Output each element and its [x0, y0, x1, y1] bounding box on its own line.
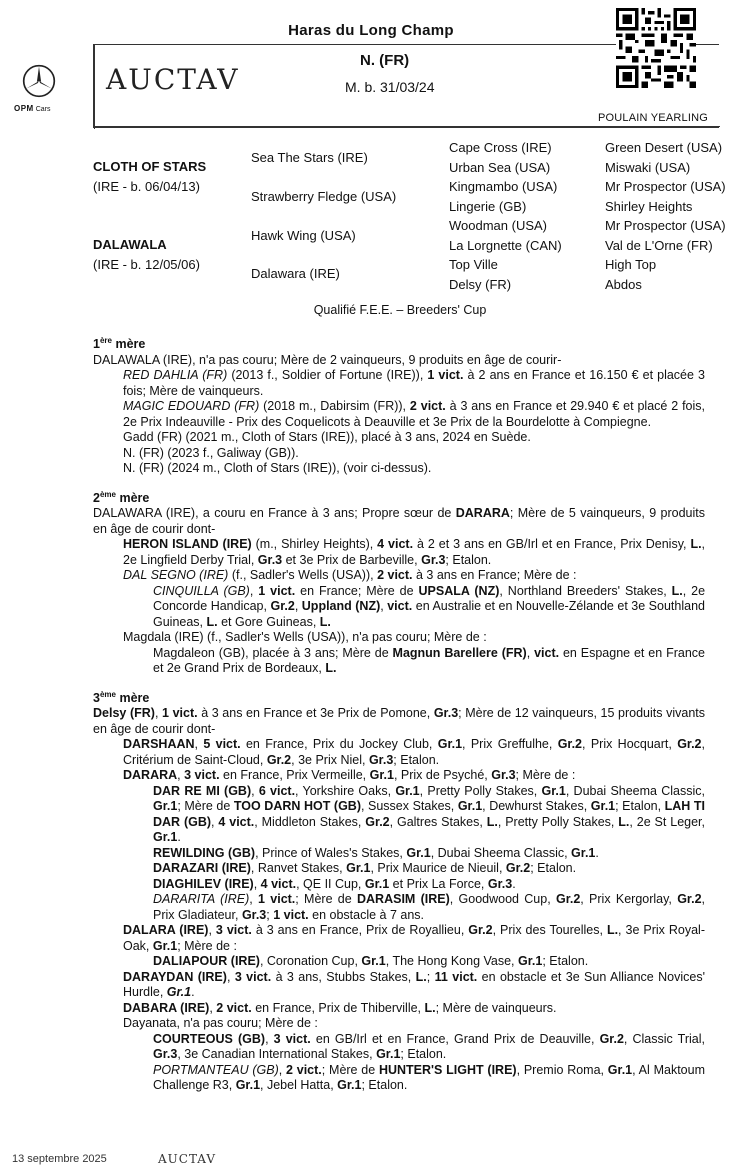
haras-title: Haras du Long Champ [288, 22, 454, 39]
dam-info: (IRE - b. 12/05/06) [93, 257, 200, 272]
section-heading: 3ème mère [93, 689, 150, 705]
produce-entry: COURTEOUS (GB), 3 vict. en GB/Irl et en France, Grand Prix de Deauville, Gr.2, Classic Trial, Gr.3, 3e Canadian International Stakes, Gr.1; Etalon. [153, 1031, 705, 1062]
horse-name: N. (FR) [360, 52, 410, 69]
sire-name: CLOTH OF STARS [93, 159, 207, 174]
mercedes-star-icon [22, 64, 56, 98]
pedigree-gen4: Val de L'Orne (FR) [605, 238, 713, 253]
pedigree-gen4: Green Desert (USA) [605, 140, 723, 155]
produce-entry: DARAZARI (IRE), Ranvet Stakes, Gr.1, Prix Maurice de Nieuil, Gr.2; Etalon. [153, 861, 577, 876]
pedigree-gen4: High Top [605, 257, 657, 272]
section-heading: 1ère mère [93, 336, 146, 352]
pedigree-gen3: Kingmambo (USA) [449, 179, 558, 194]
section-heading: 2ème mère [93, 489, 150, 505]
produce-entry: MAGIC EDOUARD (FR) (2018 m., Dabirsim (FR)), 2 vict. à 3 ans en France et 29.940 € et placé 2 fois, 2e Prix Indeauville - Prix des Coquelicots à Deauville et 3e Prix de la Bourdelotte à Compiegne. [123, 399, 705, 429]
sale-category: POULAIN YEARLING [598, 112, 708, 124]
produce-entry: DIAGHILEV (IRE), 4 vict., QE II Cup, Gr.1 et Prix La Force, Gr.3. [153, 876, 516, 891]
produce-entry: RED DAHLIA (FR) (2013 f., Soldier of Fortune (IRE)), 1 vict. à 2 ans en France et 16.150 € et placée 3 fois; Mère de vainqueurs. [123, 368, 705, 398]
produce-record [93, 333, 705, 1094]
pedigree-gen4: Miswaki (USA) [605, 160, 691, 175]
sponsor-suffix: Cars [35, 106, 51, 113]
produce-entry: DALARA (IRE), 3 vict. à 3 ans en France, Prix de Royallieu, Gr.2, Prix des Tourelles, L., 3e Prix Royal-Oak, Gr.1; Mère de : [123, 923, 705, 953]
pedigree-gen2: Hawk Wing (USA) [251, 228, 356, 243]
produce-entry: Gadd (FR) (2021 m., Cloth of Stars (IRE)), placé à 3 ans, 2024 en Suède. [123, 430, 531, 445]
produce-entry: Magdaleon (GB), placée à 3 ans; Mère de Magnun Barellere (FR), vict. en Espagne et en France et 2e Grand Prix de Bordeaux, L. [153, 645, 705, 676]
auctav-logo: AUCTAV [106, 63, 240, 96]
produce-entry: N. (FR) (2024 m., Cloth of Stars (IRE)), (voir ci-dessus). [123, 461, 432, 476]
produce-entry: DAL SEGNO (IRE) (f., Sadler's Wells (USA)), 2 vict. à 3 ans en France; Mère de : [123, 568, 577, 583]
pedigree-gen3: Cape Cross (IRE) [449, 140, 552, 155]
footer-logo: AUCTAV [158, 1152, 217, 1166]
pedigree-gen3: La Lorgnette (CAN) [449, 238, 562, 253]
footer-date: 13 septembre 2025 [12, 1153, 107, 1165]
sponsor-logo [14, 104, 50, 113]
qualification-note: Qualifié F.E.E. – Breeders' Cup [313, 303, 487, 317]
sire-info: (IRE - b. 06/04/13) [93, 179, 200, 194]
produce-entry: PORTMANTEAU (GB), 2 vict.; Mère de HUNTER'S LIGHT (IRE), Premio Roma, Gr.1, Al Maktoum Challenge R3, Gr.1, Jebel Hatta, Gr.1; Etalon. [153, 1062, 705, 1093]
produce-entry: DAR RE MI (GB), 6 vict., Yorkshire Oaks, Gr.1, Pretty Polly Stakes, Gr.1, Dubai Sheema Classic, Gr.1; Mère de TOO DARN HOT (GB), Sussex Stakes, Gr.1, Dewhurst Stakes, Gr.1; Etalon, LAH TI DAR (GB), 4 vict., Middleton Stakes, Gr.2, Galtres Stakes, L., Pretty Polly Stakes, L., 2e St Leger, Gr.1. [153, 783, 706, 845]
pedigree-gen2: Sea The Stars (IRE) [251, 150, 368, 165]
pedigree-gen3: Urban Sea (USA) [449, 160, 551, 175]
produce-entry: HERON ISLAND (IRE) (m., Shirley Heights), 4 vict. à 2 et 3 ans en GB/Irl et en France, Prix Denisy, L., 2e Lingfield Derby Trial, Gr.3 et 3e Prix de Barbeville, Gr.3; Etalon. [123, 537, 706, 567]
produce-entry: Magdala (IRE) (f., Sadler's Wells (USA)), n'a pas couru; Mère de : [123, 630, 487, 645]
pedigree-gen4: Mr Prospector (USA) [605, 218, 726, 233]
produce-entry: N. (FR) (2023 f., Galiway (GB)). [123, 445, 299, 460]
pedigree-gen3: Delsy (FR) [449, 277, 512, 292]
dam-entry: DALAWALA (IRE), n'a pas couru; Mère de 2 vainqueurs, 9 produits en âge de courir- [93, 352, 562, 367]
pedigree-gen4: Shirley Heights [605, 199, 693, 214]
produce-entry: DALIAPOUR (IRE), Coronation Cup, Gr.1, The Hong Kong Vase, Gr.1; Etalon. [153, 954, 589, 969]
dam-name: DALAWALA [93, 237, 167, 252]
produce-entry: CINQUILLA (GB), 1 vict. en France; Mère de UPSALA (NZ), Northland Breeders' Stakes, L., 2e Concorde Handicap, Gr.2, Uppland (NZ), vict. en Australie et en Nouvelle-Zélande et 3e Southland Guineas, L. et Gore Guineas, L. [153, 583, 706, 629]
produce-entry: DABARA (IRE), 2 vict. en France, Prix de Thiberville, L.; Mère de vainqueurs. [123, 1000, 557, 1015]
dam-entry: DALAWARA (IRE), a couru en France à 3 ans; Propre sœur de DARARA; Mère de 5 vainqueurs, 9 produits en âge de courir dont- [93, 506, 705, 536]
produce-entry: DARARA, 3 vict. en France, Prix Vermeille, Gr.1, Prix de Psyché, Gr.3; Mère de : [123, 768, 576, 783]
produce-entry: DARSHAAN, 5 vict. en France, Prix du Jockey Club, Gr.1, Prix Greffulhe, Gr.2, Prix Hocquart, Gr.2, Critérium de Saint-Cloud, Gr.2, 3e Prix Niel, Gr.3; Etalon. [123, 737, 705, 767]
pedigree-gen3: Lingerie (GB) [449, 199, 527, 214]
dam-entry: Delsy (FR), 1 vict. à 3 ans en France et 3e Prix de Pomone, Gr.3; Mère de 12 vainqueurs, 15 produits vivants en âge de courir dont- [93, 706, 705, 736]
sponsor-brand: OPM [14, 104, 34, 113]
horse-info: M. b. 31/03/24 [345, 79, 435, 95]
pedigree-gen3: Woodman (USA) [449, 218, 548, 233]
pedigree-gen2: Dalawara (IRE) [251, 266, 340, 281]
produce-entry: DARARITA (IRE), 1 vict.; Mère de DARASIM (IRE), Goodwood Cup, Gr.2, Prix Kergorlay, Gr.2, Prix Gladiateur, Gr.3; 1 vict. en obstacle à 7 ans. [153, 892, 706, 922]
qr-code-icon [616, 8, 696, 88]
produce-entry: DARAYDAN (IRE), 3 vict. à 3 ans, Stubbs Stakes, L.; 11 vict. en obstacle et 3e Sun Alliance Novices' Hurdle, Gr.1. [123, 969, 705, 1000]
pedigree-gen3: Top Ville [449, 257, 498, 272]
pedigree-gen2: Strawberry Fledge (USA) [251, 189, 397, 204]
pedigree-gen4: Abdos [605, 277, 642, 292]
produce-entry: Dayanata, n'a pas couru; Mère de : [123, 1016, 318, 1031]
pedigree-gen4: Mr Prospector (USA) [605, 179, 726, 194]
produce-entry: REWILDING (GB), Prince of Wales's Stakes, Gr.1, Dubai Sheema Classic, Gr.1. [153, 845, 599, 860]
